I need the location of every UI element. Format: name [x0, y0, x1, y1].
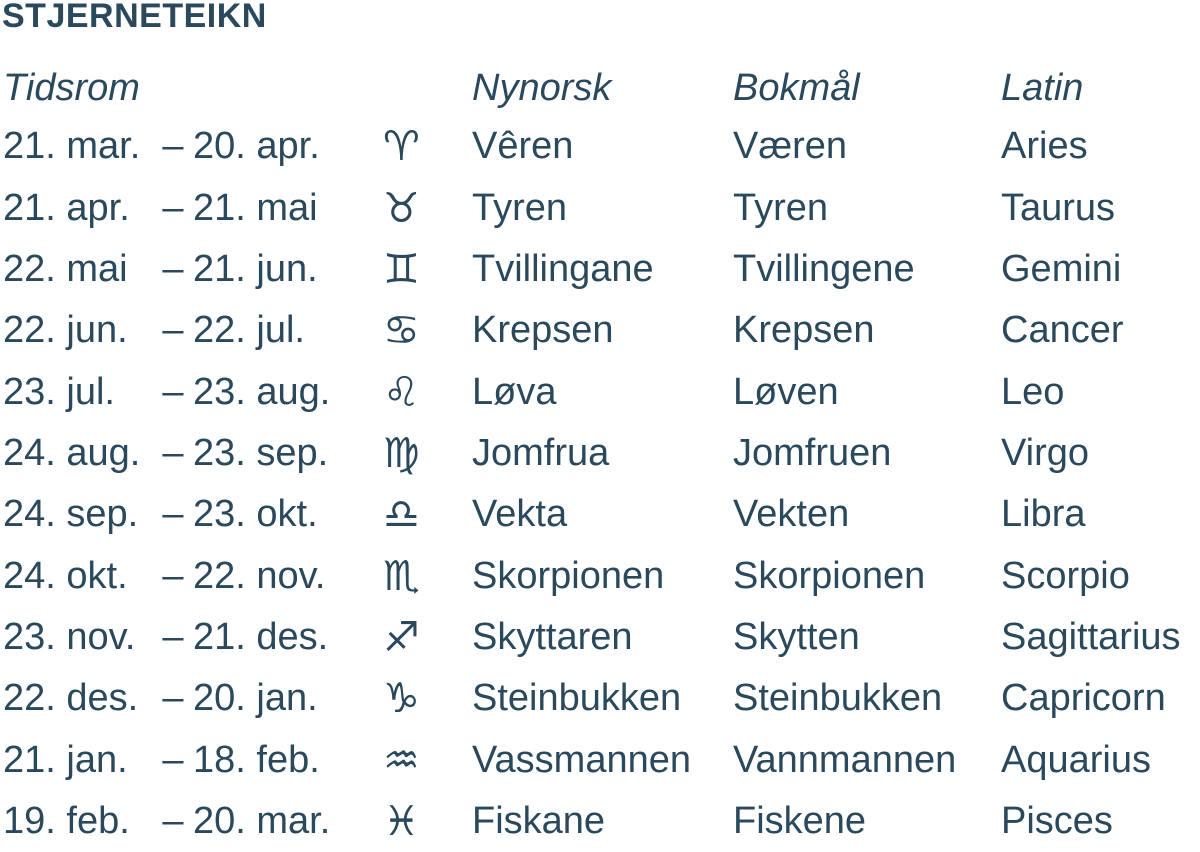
name-latin: Taurus: [1001, 186, 1116, 229]
date-to: 23. okt.: [193, 493, 318, 536]
table-row: [0, 423, 1200, 484]
leo-icon: ♌: [383, 367, 420, 416]
column-header-latin: Latin: [1001, 66, 1084, 109]
virgo-icon: ♍: [383, 428, 420, 477]
table-row: [0, 791, 1200, 852]
date-to: 18. feb.: [193, 738, 320, 781]
name-latin: Sagittarius: [1001, 615, 1181, 658]
date-range: [0, 187, 382, 230]
date-from: 22. jun.: [3, 309, 128, 352]
date-dash: –: [162, 309, 184, 352]
date-from: 22. mai: [3, 247, 128, 290]
name-bokmal: Krepsen: [733, 309, 875, 352]
name-latin: Cancer: [1001, 309, 1124, 352]
page-title: STJERNETEIKN: [2, 0, 267, 35]
name-nynorsk: Fiskane: [472, 799, 606, 842]
date-from: 23. nov.: [3, 615, 136, 658]
name-nynorsk: Steinbukken: [472, 677, 682, 720]
name-nynorsk: Skorpionen: [472, 554, 665, 597]
date-to: 23. sep.: [193, 431, 329, 474]
name-bokmal: Fiskene: [733, 799, 867, 842]
name-latin: Capricorn: [1001, 677, 1166, 720]
pisces-icon: ♓: [383, 796, 420, 845]
gemini-icon: ♊: [383, 244, 420, 293]
table-header-row: [0, 66, 1200, 110]
name-latin: Scorpio: [1001, 554, 1130, 597]
name-nynorsk: Vekta: [472, 493, 568, 536]
name-bokmal: Steinbukken: [733, 677, 943, 720]
date-range: [0, 555, 382, 598]
date-range: [0, 125, 382, 168]
column-header-nynorsk: Nynorsk: [472, 66, 612, 109]
table-row: [0, 361, 1200, 422]
name-bokmal: Løven: [733, 370, 839, 413]
date-range: [0, 248, 382, 291]
column-header-tidsrom: Tidsrom: [3, 66, 140, 109]
table-body: [0, 116, 1200, 852]
table-row: [0, 177, 1200, 238]
name-bokmal: Skytten: [733, 615, 860, 658]
table-row: [0, 729, 1200, 790]
cancer-icon: ♋: [383, 306, 420, 355]
name-bokmal: Vekten: [733, 493, 850, 536]
name-bokmal: Jomfruen: [733, 431, 892, 474]
date-dash: –: [162, 554, 184, 597]
date-range: [0, 309, 382, 352]
date-to: 22. nov.: [193, 554, 326, 597]
table-row: [0, 116, 1200, 177]
name-bokmal: Væren: [733, 125, 848, 168]
date-dash: –: [162, 738, 184, 781]
aquarius-icon: ♒: [383, 735, 420, 784]
table-row: [0, 484, 1200, 545]
date-dash: –: [162, 125, 184, 168]
table-row: [0, 668, 1200, 729]
date-to: 23. aug.: [193, 370, 331, 413]
date-dash: –: [162, 431, 184, 474]
name-nynorsk: Skyttaren: [472, 615, 633, 658]
table-row: [0, 607, 1200, 668]
table-row: [0, 239, 1200, 300]
date-range: [0, 493, 382, 536]
date-range: [0, 371, 382, 414]
date-range: [0, 739, 382, 782]
name-nynorsk: Tyren: [472, 186, 568, 229]
table-row: [0, 545, 1200, 606]
name-bokmal: Skorpionen: [733, 554, 926, 597]
date-from: 23. jul.: [3, 370, 115, 413]
name-latin: Leo: [1001, 370, 1065, 413]
date-to: 20. apr.: [193, 125, 320, 168]
date-dash: –: [162, 615, 184, 658]
date-dash: –: [162, 247, 184, 290]
name-nynorsk: Løva: [472, 370, 557, 413]
name-bokmal: Tyren: [733, 186, 829, 229]
name-bokmal: Tvillingene: [733, 247, 915, 290]
name-latin: Pisces: [1001, 799, 1113, 842]
date-to: 21. mai: [193, 186, 318, 229]
libra-icon: ♎: [383, 490, 420, 539]
date-from: 21. apr.: [3, 186, 130, 229]
date-range: [0, 432, 382, 475]
scorpio-icon: ♏: [383, 551, 420, 600]
name-nynorsk: Vêren: [472, 125, 574, 168]
date-dash: –: [162, 799, 184, 842]
name-latin: Gemini: [1001, 247, 1122, 290]
date-from: 24. aug.: [3, 431, 141, 474]
name-bokmal: Vannmannen: [733, 738, 957, 781]
date-range: [0, 800, 382, 843]
date-to: 21. des.: [193, 615, 329, 658]
name-nynorsk: Vassmannen: [472, 738, 691, 781]
date-dash: –: [162, 493, 184, 536]
name-nynorsk: Krepsen: [472, 309, 614, 352]
name-latin: Aquarius: [1001, 738, 1151, 781]
date-from: 21. mar.: [3, 125, 141, 168]
sagittarius-icon: ♐: [383, 612, 420, 661]
date-range: [0, 616, 382, 659]
name-latin: Aries: [1001, 125, 1088, 168]
date-dash: –: [162, 677, 184, 720]
date-dash: –: [162, 370, 184, 413]
date-to: 20. jan.: [193, 677, 318, 720]
taurus-icon: ♉: [383, 183, 420, 232]
date-from: 22. des.: [3, 677, 139, 720]
name-latin: Libra: [1001, 493, 1086, 536]
date-to: 22. jul.: [193, 309, 305, 352]
column-header-bokmal: Bokmål: [733, 66, 860, 109]
name-nynorsk: Jomfrua: [472, 431, 610, 474]
date-to: 21. jun.: [193, 247, 318, 290]
capricorn-icon: ♑: [383, 674, 420, 723]
date-from: 24. okt.: [3, 554, 128, 597]
name-nynorsk: Tvillingane: [472, 247, 654, 290]
date-from: 19. feb.: [3, 799, 130, 842]
date-to: 20. mar.: [193, 799, 331, 842]
date-from: 24. sep.: [3, 493, 139, 536]
name-latin: Virgo: [1001, 431, 1090, 474]
date-range: [0, 677, 382, 720]
date-dash: –: [162, 186, 184, 229]
table-row: [0, 300, 1200, 361]
date-from: 21. jan.: [3, 738, 128, 781]
aries-icon: ♈: [383, 122, 420, 171]
